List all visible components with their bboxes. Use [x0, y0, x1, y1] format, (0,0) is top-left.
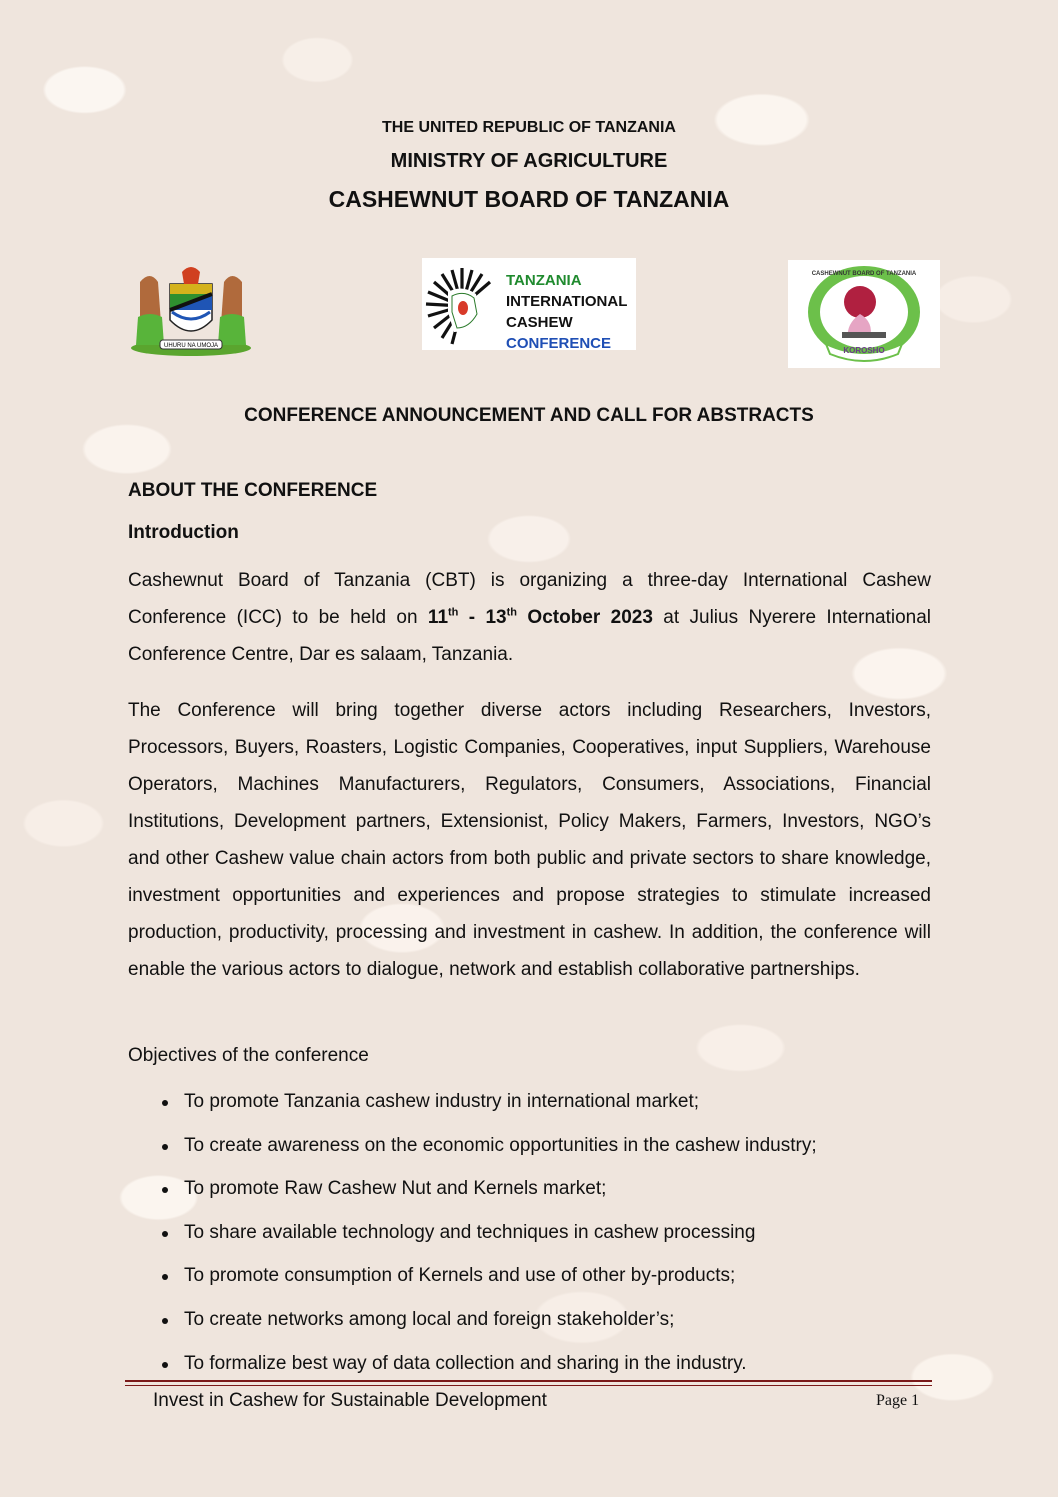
intro-paragraph: Cashewnut Board of Tanzania (CBT) is organizing a three-day International Cashew Conference (ICC) to be held on 11th - 13th October 2023 at Julius Nyerere International Conference Centre, Dar es salaam, Tanzania. — [128, 570, 931, 665]
section-heading: ABOUT THE CONFERENCE — [128, 480, 378, 501]
list-item: To share available technology and techniques in cashew processing — [184, 1218, 817, 1262]
objectives-list — [184, 1087, 817, 1392]
list-item: To promote consumption of Kernels and use of other by-products; — [184, 1261, 817, 1305]
footer-slogan: Invest in Cashew for Sustainable Development — [153, 1390, 547, 1411]
conf-logo-line-4: CONFERENCE — [506, 335, 612, 352]
subsection-heading: Introduction — [128, 522, 239, 543]
conference-dates: 11th - 13th October 2023 — [427, 606, 653, 628]
cbt-logo-ribbon: KOROSHO — [843, 346, 885, 355]
list-item: To create awareness on the economic opportunities in the cashew industry; — [184, 1131, 817, 1175]
sunburst-map-icon — [422, 262, 504, 348]
list-item: To formalize best way of data collection and sharing in the industry. — [184, 1349, 817, 1393]
conf-logo-line-3: CASHEW — [506, 314, 573, 331]
country-name: THE UNITED REPUBLIC OF TANZANIA — [382, 119, 676, 136]
announcement-title: CONFERENCE ANNOUNCEMENT AND CALL FOR ABSTRACTS — [244, 405, 814, 426]
objectives-title: Objectives of the conference — [128, 1045, 369, 1066]
board-name: CASHEWNUT BOARD OF TANZANIA — [328, 186, 730, 212]
conf-logo-line-2: INTERNATIONAL — [506, 293, 628, 310]
coat-of-arms-motto: UHURU NA UMOJA — [163, 343, 219, 349]
footer-rule-thin — [125, 1385, 932, 1386]
ministry-name: MINISTRY OF AGRICULTURE — [390, 150, 668, 172]
footer-rule — [125, 1380, 932, 1382]
list-item: To create networks among local and foreign stakeholder’s; — [184, 1305, 817, 1349]
participants-paragraph: The Conference will bring together diverse actors including Researchers, Investors, Processors, Buyers, Roasters, Logistic Companies, Cooperatives, input Suppliers, Warehouse Operators, Machines Manufacturers, Regulators, Consumers, Associations, Financial Institutions, Development partners, Extensionist, Policy Makers, Farmers, Investors, NGO’s and other Cashew value chain actors from both public and private sectors to share knowledge, investment opportunities and experiences and propose strategies to stimulate increased production, productivity, processing and investment in cashew. In addition, the conference will enable the various actors to dialogue, network and establish collaborative partnerships. — [128, 700, 931, 980]
list-item: To promote Raw Cashew Nut and Kernels market; — [184, 1174, 817, 1218]
conference-logo — [422, 258, 636, 350]
cbt-logo-ring-text: CASHEWNUT BOARD OF TANZANIA — [811, 271, 917, 277]
cbt-logo — [788, 260, 940, 368]
coat-of-arms-logo — [120, 262, 262, 362]
page-number: Page 1 — [876, 1392, 920, 1409]
conf-logo-line-1: TANZANIA — [506, 272, 582, 289]
list-item: To promote Tanzania cashew industry in international market; — [184, 1087, 817, 1131]
